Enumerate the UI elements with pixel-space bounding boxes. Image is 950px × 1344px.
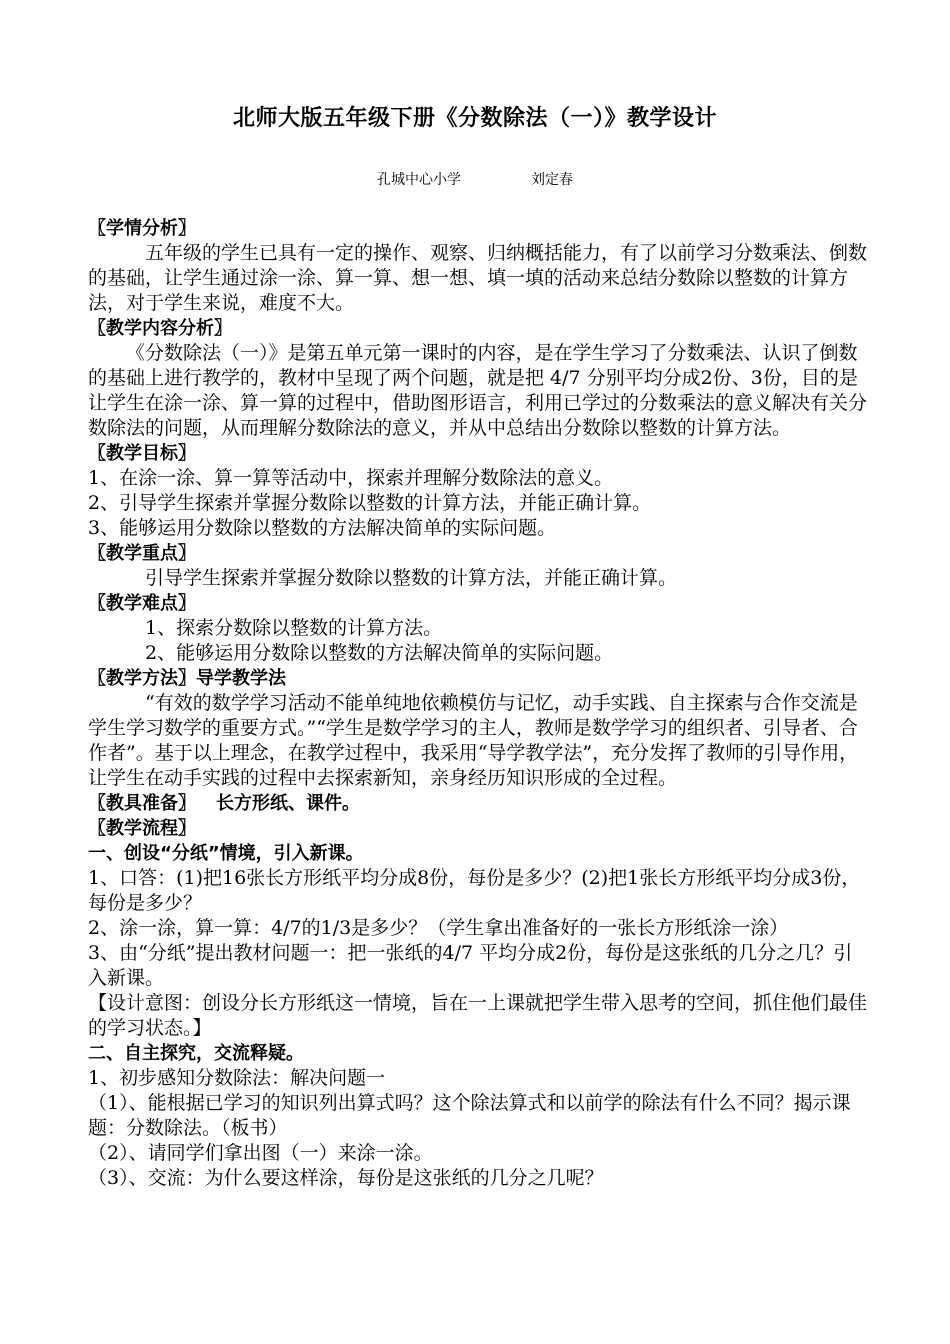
list-item: （3）、交流：为什么要这样涂，每份是这张纸的几分之几呢？ <box>88 1167 604 1189</box>
section-heading: 〖学情分析〗 <box>88 218 196 239</box>
author-name: 刘定春 <box>531 172 573 188</box>
list-item: 1、初步感知分数除法：解决问题一 <box>88 1067 386 1089</box>
section-heading: 〖教学流程〗 <box>88 818 196 839</box>
design-note: 【设计意图：创设分长方形纸这一情境，旨在一上课就把学生带入思考的空间，抓住他们最佳的学习状态。】 <box>88 992 868 1039</box>
section-heading: 〖教学目标〗 <box>88 443 196 464</box>
paragraph: 引导学生探索并掌握分数除以整数的计算方法，并能正确计算。 <box>145 567 678 589</box>
section-value: 长方形纸、课件。 <box>216 793 360 814</box>
section-heading: 〖教学内容分析〗 <box>88 318 232 339</box>
paragraph: “有效的数学学习活动不能单纯地依赖模仿与记忆，动手实践、自主探索与合作交流是学生学习数学的重要方式。”“学生是数学学习的主人，教师是数学学习的组织者、引导者、合作者”。基于以上理念，在教学过程中，我采用“导学教学法”，充分发挥了教师的引导作用，让学生在动手实践的过程中去探索新知，亲身经历知识形成的全过程。 <box>88 692 859 789</box>
section-heading: 〖教学重点〗 <box>88 543 196 564</box>
section-heading: 〖教学难点〗 <box>88 593 196 614</box>
part-heading: 一、创设“分纸”情境，引入新课。 <box>88 843 364 864</box>
section-heading: 〖教学方法〗导学教学法 <box>88 668 286 689</box>
list-item: 3、由“分纸”提出教材问题一：把一张纸的4/7 平均分成2份，每份是这张纸的几分之几？引入新课。 <box>88 942 853 989</box>
list-item: （1）、能根据已学习的知识列出算式吗？这个除法算式和以前学的除法有什么不同？揭示课题：分数除法。（板书） <box>88 1092 851 1139</box>
section-heading: 〖教具准备〗 <box>88 793 196 814</box>
paragraph: 五年级的学生已具有一定的操作、观察、归纳概括能力，有了以前学习分数乘法、倒数的基础，让学生通过涂一涂、算一算、想一想、填一填的活动来总结分数除以整数的计算方法，对于学生来说，难度不大。 <box>88 242 868 314</box>
list-item: 2、能够运用分数除以整数的方法解决简单的实际问题。 <box>145 642 614 664</box>
list-item: 2、引导学生探索并掌握分数除以整数的计算方法，并能正确计算。 <box>88 492 652 514</box>
list-item: 2、涂一涂，算一算：4/7的1/3是多少？（学生拿出准备好的一张长方形纸涂一涂） <box>88 917 789 939</box>
part-heading: 二、自主探究，交流释疑。 <box>88 1043 304 1064</box>
section-heading-inline <box>88 791 868 816</box>
list-item: 1、在涂一涂、算一算等活动中，探索并理解分数除法的意义。 <box>88 467 614 489</box>
paragraph: 《分数除法（一）》是第五单元第一课时的内容，是在学生学习了分数乘法、认识了倒数的基础上进行教学的，教材中呈现了两个问题，就是把 4/7 分别平均分成2份、3份，目的是让学生在涂一涂、算一算的过程中，借助图形语言，利用已学过的分数乘法的意义解决有关分数除法的问题，从而理解分数除法的意义，并从中总结出分数除以整数的计算方法。 <box>88 342 868 439</box>
author-line <box>0 170 950 190</box>
list-item: （2）、请同学们拿出图（一）来涂一涂。 <box>88 1142 433 1164</box>
document-title: 北师大版五年级下册《分数除法（一）》教学设计 <box>232 106 717 131</box>
list-item: 1、探索分数除以整数的计算方法。 <box>145 617 443 639</box>
list-item: 3、能够运用分数除以整数的方法解决简单的实际问题。 <box>88 517 557 539</box>
list-item: 1、口答：(1)把16张长方形纸平均分成8份，每份是多少？(2)把1张长方形纸平均分成3份，每份是多少？ <box>88 867 861 914</box>
document-body <box>88 216 868 1191</box>
author-school: 孔城中心小学 <box>377 172 461 188</box>
